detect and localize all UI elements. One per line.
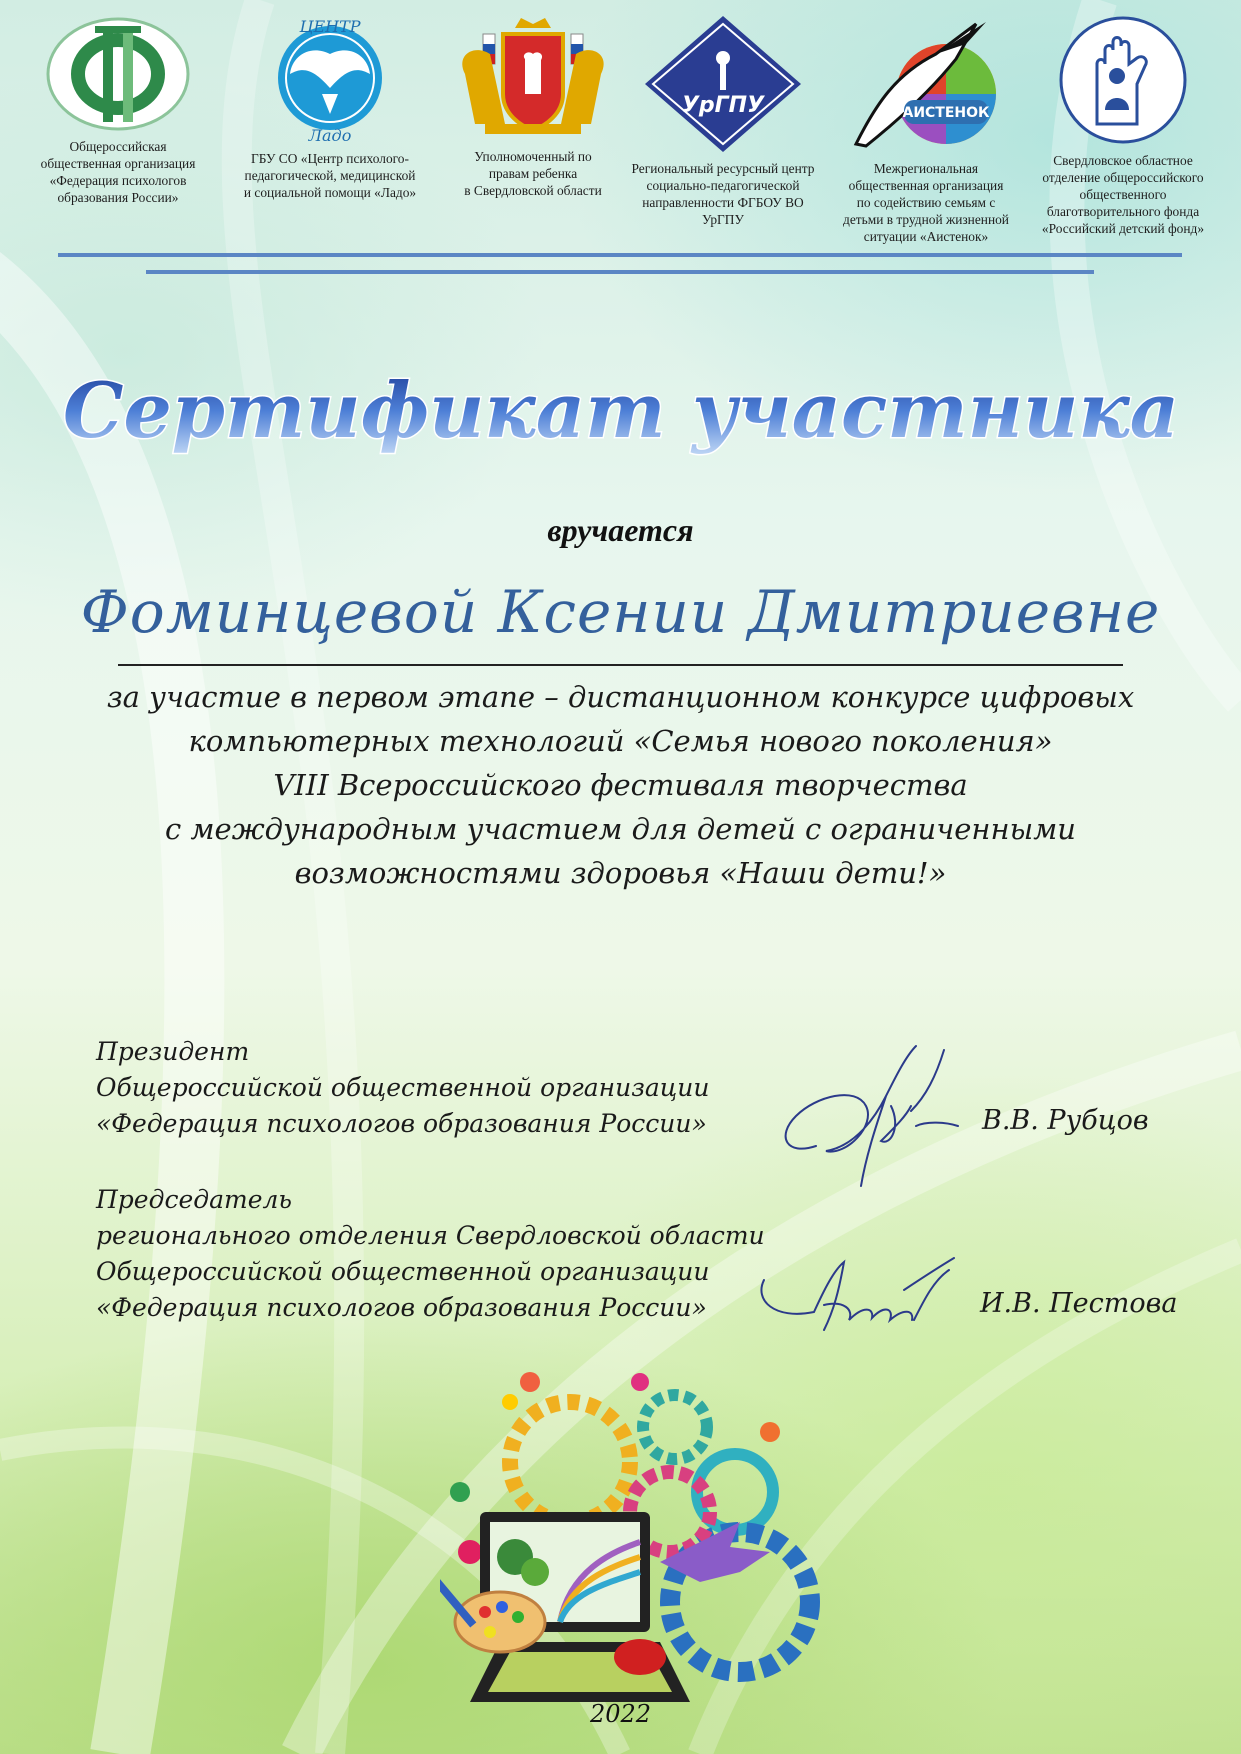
logo-urgpu [618, 14, 828, 228]
logo-caption-line: социально-педагогической [646, 178, 800, 193]
position-line: Общероссийской общественной организации [96, 1257, 710, 1286]
logo-child-ombudsman [433, 14, 633, 199]
reason-line: возможностями здоровья «Наши дети!» [294, 856, 947, 890]
logo-caption-line: направленности ФГБОУ ВО [642, 195, 804, 210]
header-rule-top [58, 253, 1182, 257]
logo-caption-line: благотворительного фонда [1046, 204, 1200, 219]
logo-caption-line: ГБУ СО «Центр психолого- [251, 151, 409, 166]
childrens-fund-logo-icon [1057, 14, 1189, 146]
position-line: Председатель [96, 1185, 293, 1214]
logo-caption-line: Свердловское областное [1053, 153, 1193, 168]
logo-caption-line: Общероссийская [69, 139, 167, 154]
chair-name: И.В. Пестова [980, 1288, 1178, 1319]
reason-line: компьютерных технологий «Семья нового поколения» [188, 724, 1053, 758]
logo-caption-line: в Свердловской области [464, 183, 602, 198]
urgpu-logo-icon [643, 14, 803, 154]
logo-caption-line: и социальной помощи «Ладо» [243, 185, 417, 200]
reason-line: с международным участием для детей с ограниченными [165, 812, 1076, 846]
logo-caption-line: образования России» [57, 190, 179, 205]
logo-caption-line: отделение общероссийского [1042, 170, 1204, 185]
partner-logos-row [18, 14, 1223, 254]
award-reason [60, 675, 1181, 895]
logo-caption-line: педагогической, медицинской [244, 168, 416, 183]
logo-caption-line: «Российский детский фонд» [1041, 221, 1205, 236]
lado-center-logo-icon [270, 14, 390, 144]
aistenok-logo-icon [846, 14, 1006, 154]
reason-line: VIII Всероссийского фестиваля творчества [273, 768, 968, 802]
logo-federation-psychologists [18, 14, 218, 206]
position-line: Президент [96, 1037, 250, 1066]
logo-childrens-fund [1023, 14, 1223, 237]
position-line: Общероссийской общественной организации [96, 1073, 710, 1102]
header-rule-bottom [146, 270, 1094, 274]
logo-caption-line: Региональный ресурсный центр [631, 161, 815, 176]
logo-caption-line: УрГПУ [702, 212, 744, 227]
festival-gears-computer-illustration [440, 1372, 820, 1732]
awarded-label: вручается [547, 512, 694, 548]
logo-caption-line: детьми в трудной жизненной [843, 212, 1009, 227]
certificate-year: 2022 [589, 1700, 652, 1728]
logo-caption-line: по содействию семьям с [856, 195, 996, 210]
urgpu-logo-text: УрГПУ [681, 93, 765, 118]
president-name: В.В. Рубцов [982, 1105, 1149, 1136]
position-line: «Федерация психологов образования России» [96, 1109, 707, 1138]
certificate-title [0, 365, 1241, 475]
lado-logo-top-text: ЦЕНТР [299, 17, 361, 36]
aistenok-logo-text: АИСТЕНОК [902, 105, 990, 121]
president-signature [776, 1036, 976, 1196]
logo-caption-line: Уполномоченный по [474, 149, 592, 164]
chair-signature [754, 1250, 964, 1350]
recipient-underline [118, 664, 1123, 666]
recipient-name: Фоминцевой Ксении Дмитриевне [80, 578, 1161, 646]
logo-aistenok [826, 14, 1026, 245]
logo-caption-line: ситуации «Аистенок» [863, 229, 989, 244]
position-line: регионального отделения Свердловской области [96, 1221, 765, 1250]
position-line: «Федерация психологов образования России» [96, 1293, 707, 1322]
logo-caption-line: общественного [1079, 187, 1167, 202]
certificate-title-text: Сертификат участника [62, 366, 1180, 455]
logo-caption-line: общественная организация [40, 156, 196, 171]
signatory-president-position [96, 1034, 796, 1142]
logo-caption-line: Межрегиональная [873, 161, 979, 176]
logo-caption-line: правам ребенка [488, 166, 578, 181]
sverdlovsk-coat-of-arms-icon [445, 14, 621, 142]
signatory-chair-position [96, 1182, 796, 1326]
reason-line: за участие в первом этапе – дистанционном конкурсе цифровых [106, 680, 1135, 714]
federation-psychologists-logo-icon [43, 14, 193, 132]
logo-caption-line: общественная организация [848, 178, 1004, 193]
logo-lado-center [230, 14, 430, 201]
lado-logo-bottom-text: Ладо [308, 126, 352, 144]
logo-caption-line: «Федерация психологов [49, 173, 187, 188]
